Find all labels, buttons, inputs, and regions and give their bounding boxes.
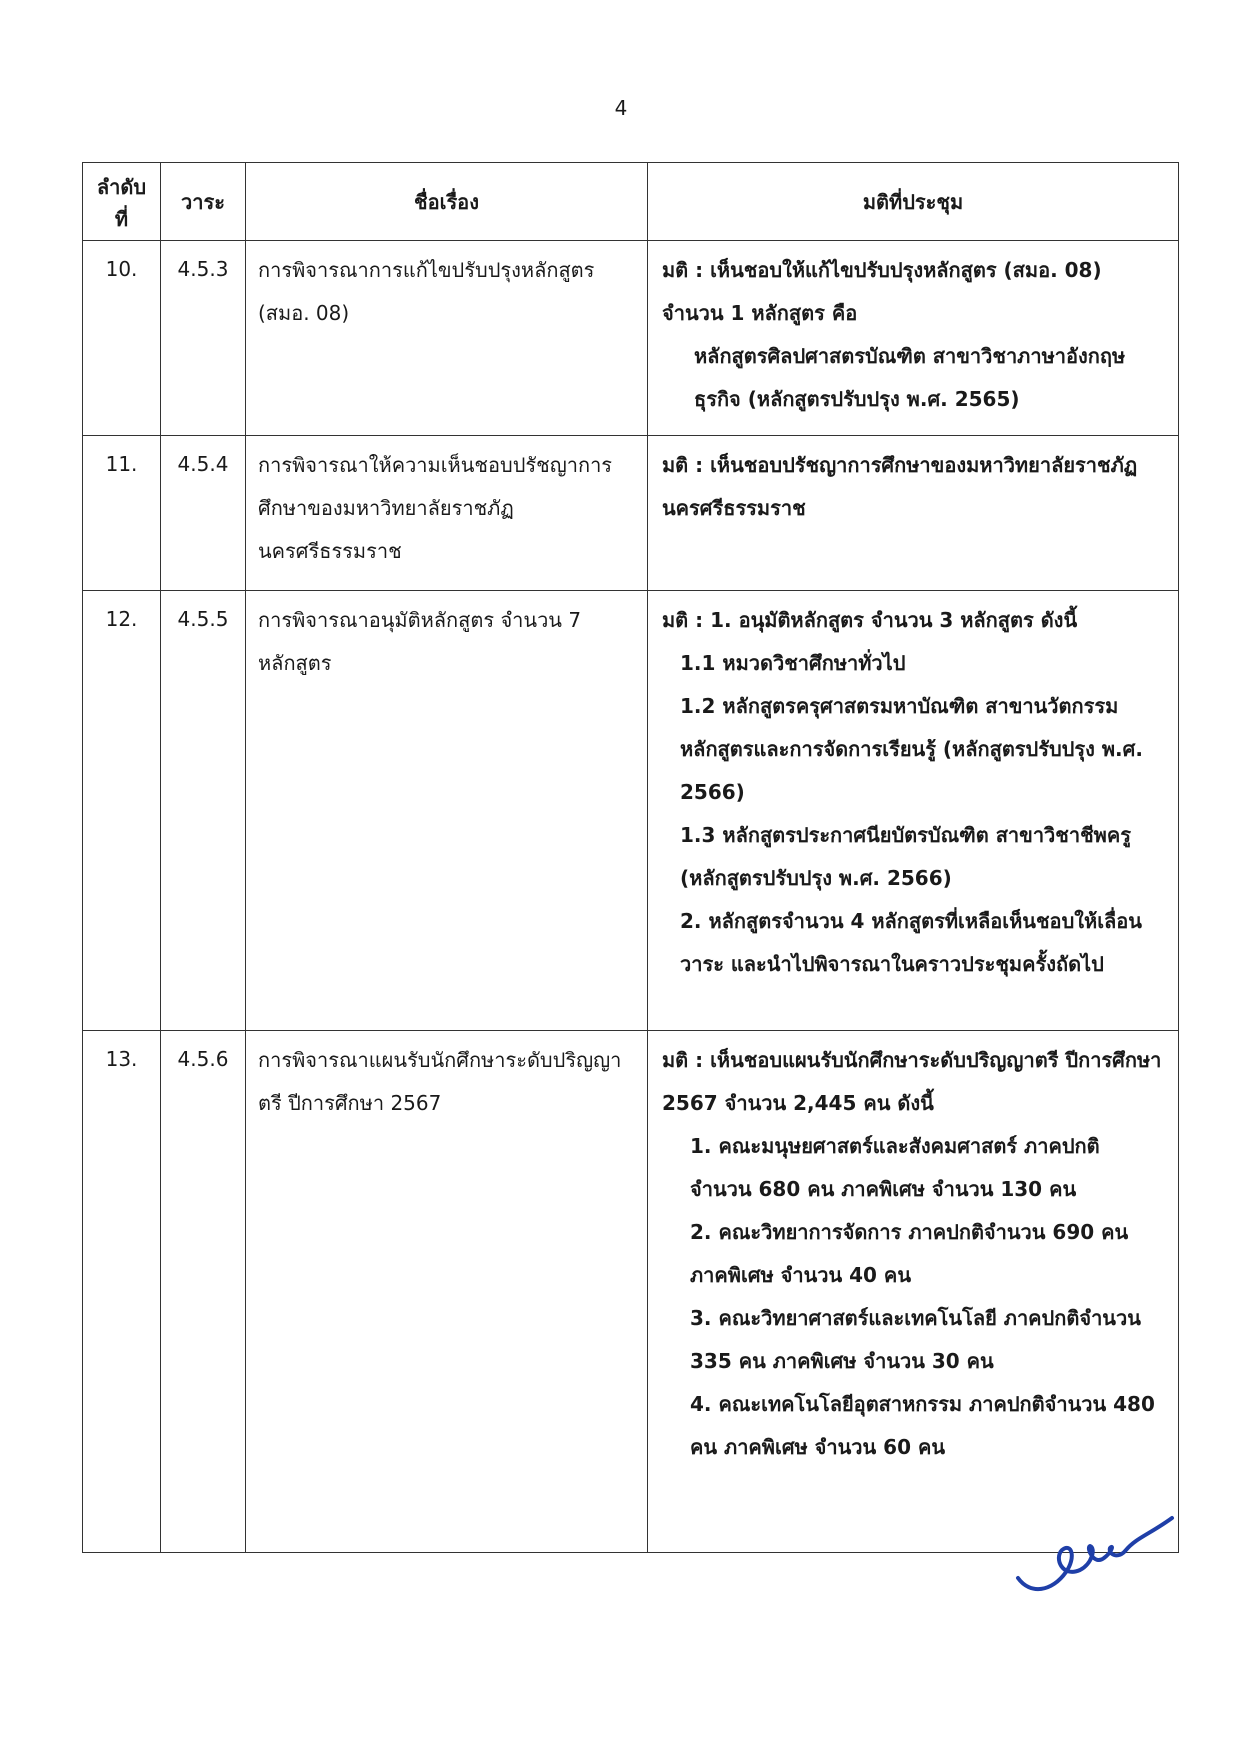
minutes-table xyxy=(82,162,1179,1553)
resolution-line: 3. คณะวิทยาศาสตร์และเทคโนโลยี ภาคปกติจำนวน 335 คน ภาคพิเศษ จำนวน 30 คน xyxy=(690,1306,1141,1373)
row-resolution xyxy=(648,241,1179,436)
row-number: 11. xyxy=(83,436,161,591)
row-number: 10. xyxy=(83,241,161,436)
row-number: 12. xyxy=(83,591,161,1031)
row-resolution xyxy=(648,1031,1179,1553)
header-row xyxy=(83,163,1179,241)
resolution-line: 2. คณะวิทยาการจัดการ ภาคปกติจำนวน 690 คน ภาคพิเศษ จำนวน 40 คน xyxy=(690,1220,1129,1287)
row-topic: การพิจารณาอนุมัติหลักสูตร จำนวน 7 หลักสูตร xyxy=(246,591,648,1031)
table-row xyxy=(83,591,1179,1031)
header-topic: ชื่อเรื่อง xyxy=(246,163,648,241)
row-resolution xyxy=(648,591,1179,1031)
signature-mark xyxy=(1010,1500,1180,1600)
row-agenda: 4.5.4 xyxy=(161,436,246,591)
row-topic: การพิจารณาให้ความเห็นชอบปรัชญาการศึกษาของมหาวิทยาลัยราชภัฏนครศรีธรรมราช xyxy=(246,436,648,591)
resolution-line: 1.1 หมวดวิชาศึกษาทั่วไป xyxy=(680,651,906,675)
header-order-line2: ที่ xyxy=(114,206,129,231)
resolution-line: 1.3 หลักสูตรประกาศนียบัตรบัณฑิต สาขาวิชาชีพครู (หลักสูตรปรับปรุง พ.ศ. 2566) xyxy=(680,823,1131,890)
row-topic: การพิจารณาแผนรับนักศึกษาระดับปริญญาตรี ปีการศึกษา 2567 xyxy=(246,1031,648,1553)
resolution-line: มติ : เห็นชอบแผนรับนักศึกษาระดับปริญญาตรี ปีการศึกษา 2567 จำนวน 2,445 คน ดังนี้ xyxy=(662,1048,1162,1115)
header-agenda: วาระ xyxy=(161,163,246,241)
row-agenda: 4.5.3 xyxy=(161,241,246,436)
resolution-line: 4. คณะเทคโนโลยีอุตสาหกรรม ภาคปกติจำนวน 480 คน ภาคพิเศษ จำนวน 60 คน xyxy=(690,1392,1155,1459)
resolution-line: มติ : 1. อนุมัติหลักสูตร จำนวน 3 หลักสูตร ดังนี้ xyxy=(662,608,1078,632)
header-resolution: มติที่ประชุม xyxy=(648,163,1179,241)
row-topic: การพิจารณาการแก้ไขปรับปรุงหลักสูตร (สมอ. 08) xyxy=(246,241,648,436)
table-row xyxy=(83,241,1179,436)
header-order xyxy=(83,163,161,241)
row-agenda: 4.5.5 xyxy=(161,591,246,1031)
row-resolution xyxy=(648,436,1179,591)
resolution-line: 1. คณะมนุษยศาสตร์และสังคมศาสตร์ ภาคปกติ จำนวน 680 คน ภาคพิเศษ จำนวน 130 คน xyxy=(690,1134,1100,1201)
page-number: 4 xyxy=(614,96,628,120)
resolution-line: 1.2 หลักสูตรครุศาสตรมหาบัณฑิต สาขานวัตกรรมหลักสูตรและการจัดการเรียนรู้ (หลักสูตรปรับปรุง พ.ศ. 2566) xyxy=(680,694,1143,804)
resolution-line: มติ : เห็นชอบให้แก้ไขปรับปรุงหลักสูตร (สมอ. 08) จำนวน 1 หลักสูตร คือ xyxy=(662,258,1102,325)
table-row xyxy=(83,1031,1179,1553)
header-order-line1: ลำดับ xyxy=(96,174,147,199)
table-row xyxy=(83,436,1179,591)
resolution-line: มติ : เห็นชอบปรัชญาการศึกษาของมหาวิทยาลัยราชภัฏนครศรีธรรมราช xyxy=(662,453,1138,520)
resolution-line: หลักสูตรศิลปศาสตรบัณฑิต สาขาวิชาภาษาอังกฤษธุรกิจ (หลักสูตรปรับปรุง พ.ศ. 2565) xyxy=(694,344,1126,411)
resolution-line: 2. หลักสูตรจำนวน 4 หลักสูตรที่เหลือเห็นชอบให้เลื่อนวาระ และนำไปพิจารณาในคราวประชุมครั้งถัดไป xyxy=(680,909,1142,976)
row-number: 13. xyxy=(83,1031,161,1553)
row-agenda: 4.5.6 xyxy=(161,1031,246,1553)
